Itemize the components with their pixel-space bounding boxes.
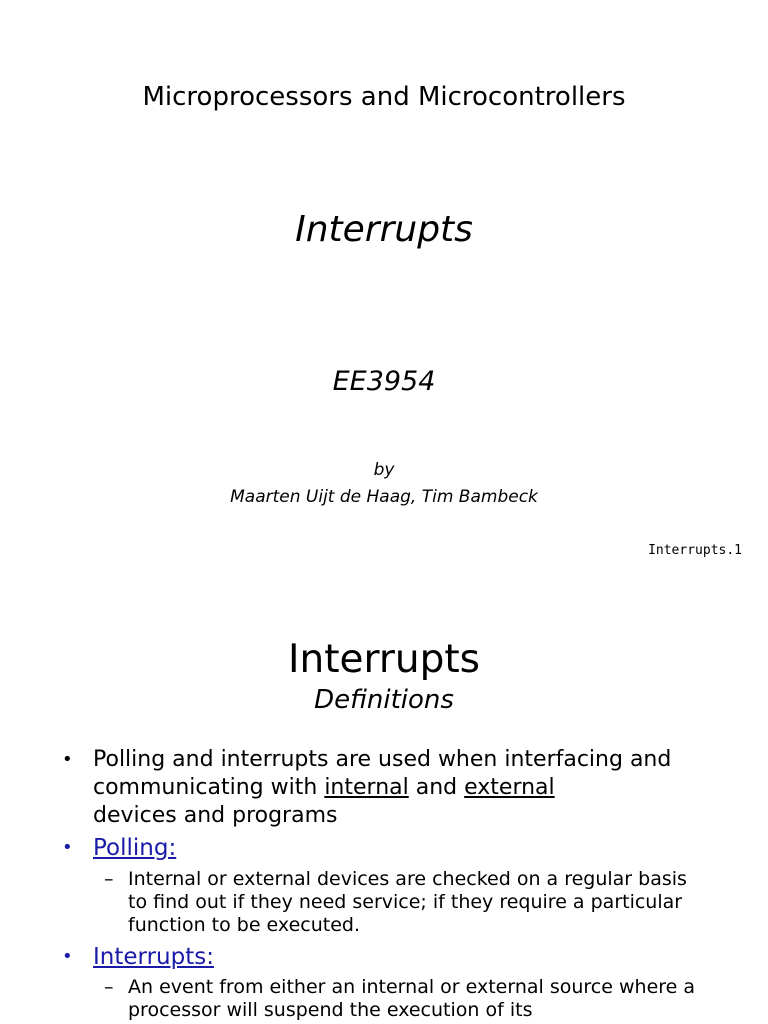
bullet-text [93, 746, 742, 830]
bullet-text-part2: devices and programs [93, 803, 338, 828]
dash: – [104, 868, 114, 890]
slide-subtitle: Definitions [314, 685, 454, 715]
by-label: by [373, 460, 395, 480]
bullet-interrupts [62, 943, 742, 972]
interrupts-link[interactable]: Interrupts: [93, 944, 214, 970]
slide-title: Interrupts [295, 209, 473, 250]
slide-title: Interrupts [288, 637, 480, 682]
bullet-text-and: and [408, 775, 465, 800]
slide-number: Interrupts.1 [648, 543, 742, 558]
bullet-polling [62, 834, 742, 863]
course-code: EE3954 [332, 366, 436, 397]
external-term: external [464, 775, 555, 800]
polling-definition-text: Internal or external devices are checked on a regular basis to find out if they need service; if they require a particular function to be executed. [128, 868, 687, 936]
bullet-dot: • [62, 837, 73, 858]
polling-definition [104, 868, 704, 937]
authors: Maarten Uijt de Haag, Tim Bambeck [230, 487, 538, 507]
bullet-dot: • [62, 749, 73, 770]
bullet-text-part1: Polling and interrupts are used when interfacing and communicating with [93, 747, 672, 800]
internal-term: internal [324, 775, 409, 800]
polling-link[interactable]: Polling: [93, 835, 177, 861]
dash: – [104, 976, 114, 998]
definitions-slide [0, 580, 768, 1024]
bullet-dot: • [62, 946, 73, 967]
course-title: Microprocessors and Microcontrollers [142, 82, 626, 112]
interrupts-definition-text: An event from either an internal or external source where a processor will suspend the execution of its [128, 976, 696, 1021]
bullet-polling-interrupts-intro [62, 746, 742, 830]
interrupts-definition [104, 976, 704, 1022]
